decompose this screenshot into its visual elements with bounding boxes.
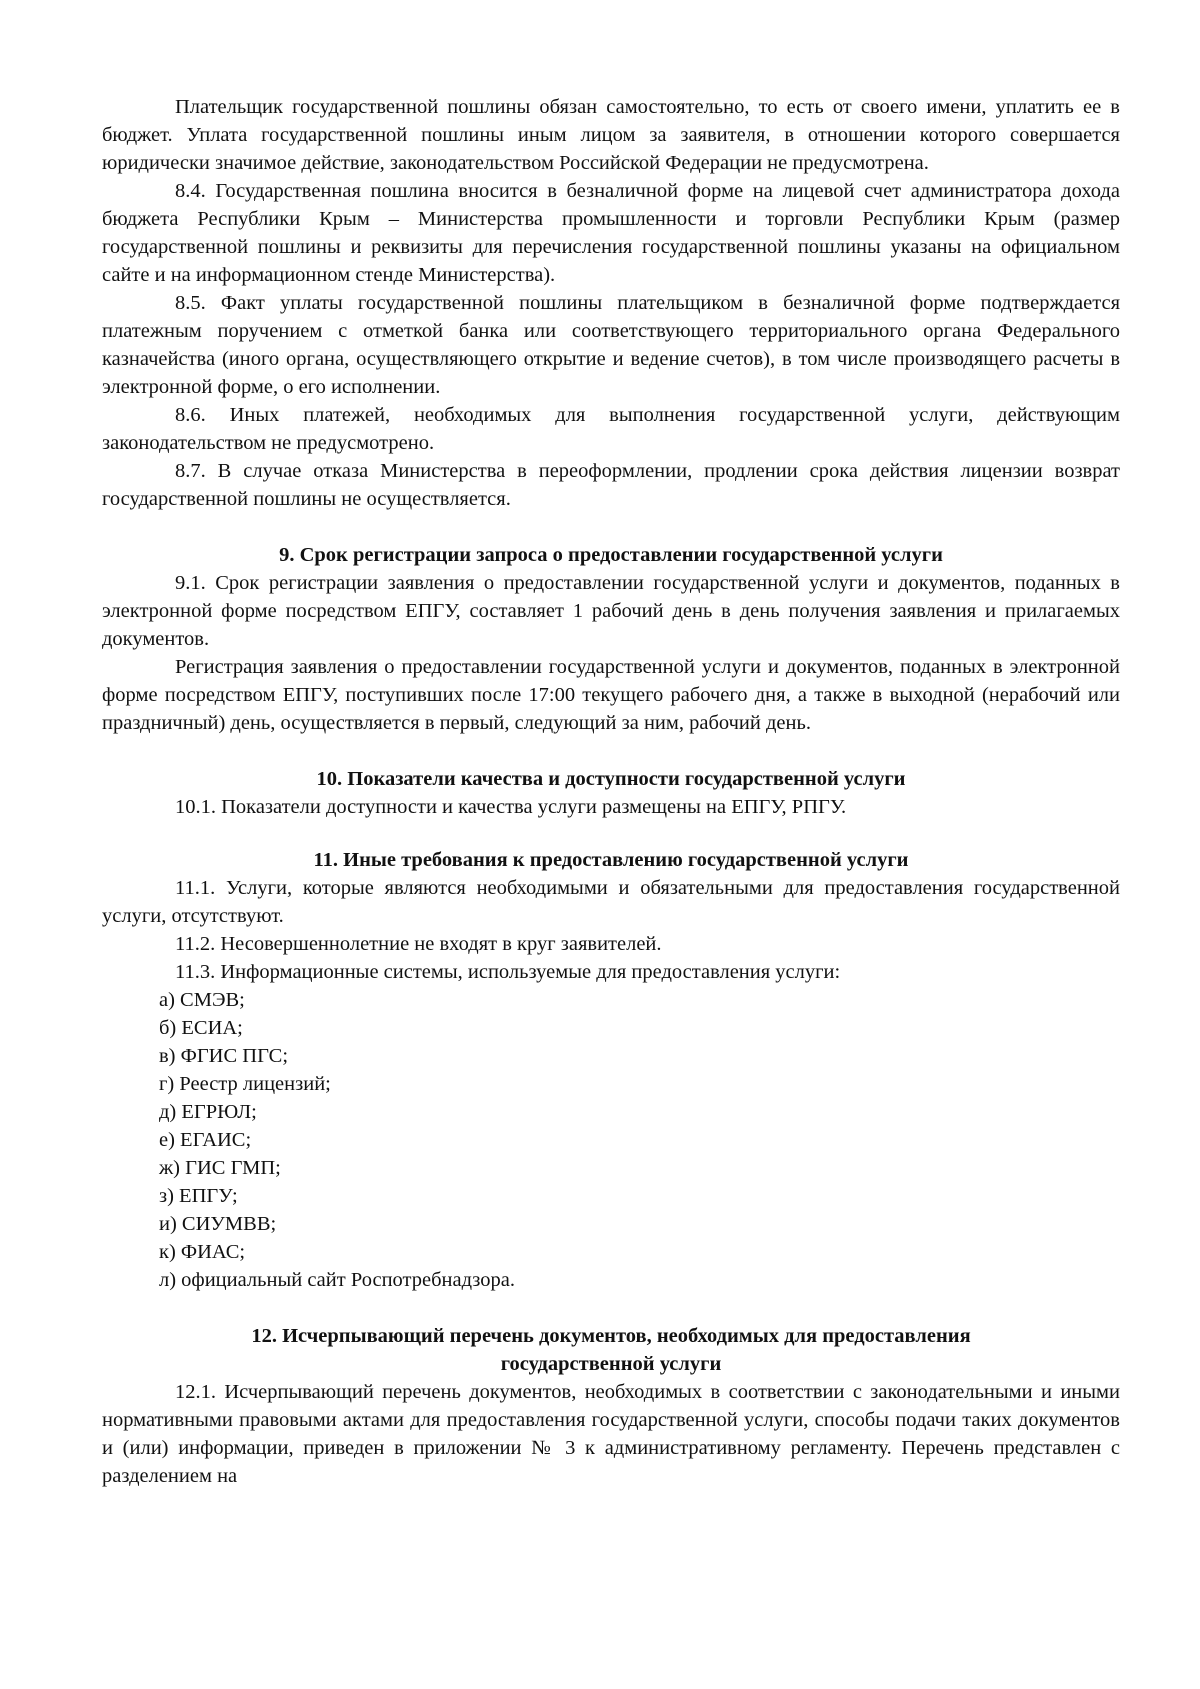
section-9-heading: 9. Срок регистрации запроса о предоставлении государственной услуги (279, 544, 943, 566)
information-systems-list (102, 986, 1120, 1294)
list-item: а) СМЭВ; (159, 989, 245, 1011)
paragraph-11-2: 11.2. Несовершеннолетние не входят в круг заявителей. (175, 933, 662, 955)
paragraph-9-1: 9.1. Срок регистрации заявления о предоставлении государственной услуги и документов, поданных в электронной форме посредством ЕПГУ, составляет 1 рабочий день в день получения заявления и прилагаемых документов. (102, 572, 1120, 650)
paragraph-8-4: 8.4. Государственная пошлина вносится в безналичной форме на лицевой счет администратора дохода бюджета Республики Крым – Министерства промышленности и торговли Республики Крым (размер государственной пошлины и реквизиты для перечисления государственной пошлины указаны на официальном сайте и на информационном стенде Министерства). (102, 180, 1120, 286)
paragraph-11-1: 11.1. Услуги, которые являются необходимыми и обязательными для предоставления государственной услуги, отсутствуют. (102, 877, 1120, 927)
list-item: б) ЕСИА; (159, 1017, 243, 1039)
section-12-heading-line2: государственной услуги (500, 1353, 722, 1375)
list-item: з) ЕПГУ; (159, 1185, 238, 1207)
paragraph-10-1: 10.1. Показатели доступности и качества услуги размещены на ЕПГУ, РПГУ. (175, 796, 847, 818)
paragraph-8-7: 8.7. В случае отказа Министерства в переоформлении, продлении срока действия лицензии возврат государственной пошлины не осуществляется. (102, 460, 1120, 510)
paragraph-payer-obligation: Плательщик государственной пошлины обязан самостоятельно, то есть от своего имени, уплатить ее в бюджет. Уплата государственной пошлины иным лицом за заявителя, в отношении которого совершается юридически значимое действие, законодательством Российской Федерации не предусмотрена. (102, 96, 1120, 174)
section-10-heading: 10. Показатели качества и доступности государственной услуги (316, 768, 906, 790)
section-12-heading-line1: 12. Исчерпывающий перечень документов, необходимых для предоставления (251, 1325, 971, 1347)
list-item: д) ЕГРЮЛ; (159, 1101, 257, 1123)
section-12-heading (102, 1322, 1120, 1378)
paragraph-8-5: 8.5. Факт уплаты государственной пошлины плательщиком в безналичной форме подтверждается платежным поручением с отметкой банка или соответствующего территориального органа Федерального казначейства (иного органа, осуществляющего открытие и ведение счетов), в том числе производящего расчеты в электронной форме, о его исполнении. (102, 292, 1120, 398)
section-11-heading: 11. Иные требования к предоставлению государственной услуги (313, 849, 909, 871)
list-item: л) официальный сайт Роспотребнадзора. (159, 1269, 515, 1291)
paragraph-12-1: 12.1. Исчерпывающий перечень документов, необходимых в соответствии с законодательными и иными нормативными правовыми актами для предоставления государственной услуги, способы подачи таких документов и (или) информации, приведен в приложении № 3 к административному регламенту. Перечень представлен с разделением на (102, 1381, 1120, 1487)
list-item: и) СИУМВВ; (159, 1213, 277, 1235)
list-item: г) Реестр лицензий; (159, 1073, 331, 1095)
list-item: к) ФИАС; (159, 1241, 246, 1263)
paragraph-8-6: 8.6. Иных платежей, необходимых для выполнения государственной услуги, действующим законодательством не предусмотрено. (102, 404, 1120, 454)
paragraph-11-3: 11.3. Информационные системы, используемые для предоставления услуги: (175, 961, 841, 983)
paragraph-9-registration: Регистрация заявления о предоставлении государственной услуги и документов, поданных в электронной форме посредством ЕПГУ, поступивших после 17:00 текущего рабочего дня, а также в выходной (нерабочий или праздничный) день, осуществляется в первый, следующий за ним, рабочий день. (102, 656, 1120, 734)
list-item: е) ЕГАИС; (159, 1129, 252, 1151)
list-item: ж) ГИС ГМП; (159, 1157, 281, 1179)
list-item: в) ФГИС ПГС; (159, 1045, 289, 1067)
